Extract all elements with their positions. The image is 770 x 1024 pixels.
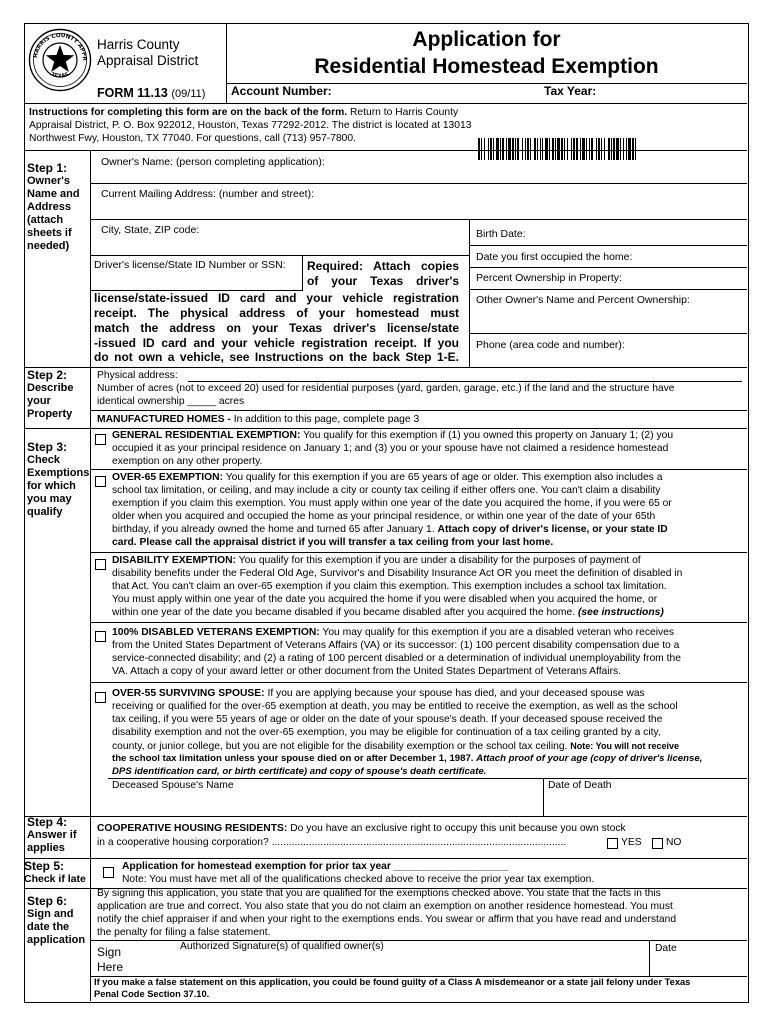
- barcode-bar: [620, 138, 621, 160]
- seal-bottom-text: TEXAS: [50, 71, 70, 80]
- over55-l1: If you are applying because your spouse has died, and your deceased spouse was: [267, 688, 645, 699]
- step6-para-1: By signing this application, you state that you are qualified for the exemptions checked above. You state that the facts in this: [97, 888, 661, 899]
- barcode-bar: [589, 138, 590, 160]
- other-owner-field[interactable]: Other Owner's Name and Percent Ownership:: [476, 294, 690, 306]
- barcode-bar: [527, 138, 529, 160]
- over55-l6b: Attach proof of your age (copy of driver's license,: [476, 753, 703, 764]
- step2-box: [27, 369, 89, 421]
- disability-l5b: (see instructions): [577, 607, 664, 618]
- barcode-bar: [576, 138, 578, 160]
- barcode-bar: [549, 138, 550, 160]
- disability-line4: You must apply within one year of the date you acquired the home if you were disabled when you acquired the home, or: [112, 594, 658, 605]
- required-note-3: license/state-issued ID card and your vehicle registration: [94, 291, 459, 305]
- over55-l5b: Note: You will not receive: [570, 741, 679, 751]
- veteran-line3: service-connected disability; and (2) a rating of 100 percent disabled or a determination of individual unemployability from the: [112, 653, 681, 664]
- over65-exemption-checkbox[interactable]: [95, 476, 106, 487]
- title-line1: Application for: [412, 28, 561, 51]
- veteran-title: 100% DISABLED VETERANS EXEMPTION:: [112, 627, 320, 638]
- barcode-bar: [552, 138, 554, 160]
- step5-box: [24, 860, 90, 886]
- step6-para-3: notify the chief appraiser if and when your right to the exemptions ends. You swear or affirm that you have read and understand: [97, 914, 677, 925]
- required-note-4: receipt. The physical address of your homestead must: [94, 306, 459, 320]
- coop-no-label: NO: [666, 837, 682, 848]
- disability-exemption-checkbox[interactable]: [95, 559, 106, 570]
- general-l1: You qualify for this exemption if (1) you owned this property on January 1; (2) you: [303, 430, 674, 441]
- drivers-license-field[interactable]: Driver's license/State ID Number or SSN:: [94, 259, 286, 271]
- disability-line5: [112, 607, 664, 620]
- physical-address-field[interactable]: Physical address:: [97, 370, 178, 381]
- step1-label: Owner's Name and Address (attach sheets if needed): [27, 175, 80, 252]
- footer-line2: Penal Code Section 37.10.: [94, 989, 210, 999]
- barcode-bar: [522, 138, 523, 160]
- coop-yes-label: YES: [621, 837, 642, 848]
- step4-box: [27, 816, 89, 855]
- barcode-bar: [508, 138, 511, 160]
- over65-line5: [112, 524, 668, 537]
- mh-rest: In addition to this page, complete page 3: [233, 414, 420, 425]
- acres-line1: Number of acres (not to exceed 20) used for residential purposes (yard, garden, garage, etc.) if the land and the structure have: [97, 383, 675, 394]
- general-exemption-checkbox[interactable]: [95, 434, 106, 445]
- disability-line1: [112, 555, 641, 568]
- barcode-bar: [623, 138, 624, 160]
- barcode-bar: [567, 138, 568, 160]
- disability-line3: that Act. You can't claim an over-65 exemption if you claim this exemption. This exemption includes a school tax limitation.: [112, 581, 667, 592]
- barcode-bar: [564, 138, 565, 160]
- barcode-bar: [632, 138, 634, 160]
- step4-heading: Step 4:: [27, 815, 68, 829]
- instructions-rest: Return to Harris County Appraisal District, P. O. Box 922012, Houston, Texas 77292-2012. The district is located at 13013 Northwest Fwy, Houston, TX 77040. For questions, call (713) 957-7800.: [29, 107, 472, 144]
- over55-line2: receiving or qualified for the over-65 exemption at death, you may be entitled to receive the exemption, as well as the school: [112, 701, 678, 712]
- general-line3: exemption on any other property.: [112, 456, 263, 467]
- barcode-bar: [596, 138, 597, 160]
- barcode-bar: [537, 138, 538, 160]
- seal-icon: [28, 28, 92, 92]
- date-occupied-field[interactable]: Date you first occupied the home:: [476, 251, 633, 263]
- date-of-death-field[interactable]: Date of Death: [548, 780, 612, 791]
- barcode-bar: [573, 138, 575, 160]
- veteran-line1: [112, 627, 674, 640]
- over55-line1: [112, 688, 645, 701]
- step2-label: Describe your Property: [27, 382, 74, 420]
- barcode-bar: [586, 138, 587, 160]
- late-application-checkbox[interactable]: [103, 867, 114, 878]
- barcode-bar: [561, 138, 563, 160]
- barcode-bar: [540, 138, 541, 160]
- step6-label: Sign and date the application: [27, 908, 86, 946]
- barcode-bar: [517, 138, 519, 160]
- veteran-l1: You may qualify for this exemption if you are a disabled veteran who receives: [322, 627, 675, 638]
- general-line2: occupied it as your principal residence on January 1; and (3) you or your spouse have not claimed a residence homestead: [112, 443, 669, 454]
- barcode-bar: [557, 138, 560, 160]
- barcode-bar: [628, 138, 631, 160]
- barcode-bar: [530, 138, 531, 160]
- barcode-bar: [506, 138, 507, 160]
- over65-line4: older when you acquired and occupied the home as your principal residence, or within one year of the date of your 65th: [112, 511, 656, 522]
- required-note-2: of your Texas driver's: [307, 274, 459, 288]
- barcode-bar: [512, 138, 514, 160]
- form-date: (09/11): [171, 88, 206, 100]
- title-line2: Residential Homestead Exemption: [314, 55, 659, 78]
- over65-line6: card. Please call the appraisal district if you will transfer a tax ceiling from your last home.: [112, 537, 554, 548]
- barcode-bar: [591, 138, 593, 160]
- barcode-bar: [478, 138, 480, 160]
- coop-yes-checkbox[interactable]: [607, 838, 618, 849]
- coop-title: COOPERATIVE HOUSING RESIDENTS:: [97, 823, 288, 834]
- barcode-bar: [555, 138, 556, 160]
- over65-line1: [112, 472, 662, 485]
- disability-l1: You qualify for this exemption if you are under a disability for the purposes of payment of: [238, 555, 641, 566]
- barcode-bar: [635, 138, 636, 160]
- step1-heading: Step 1:: [27, 161, 68, 175]
- signature-date-field[interactable]: Date: [655, 943, 677, 954]
- over55-l5a: county, or junior college, but you are not eligible for the disability exemption or the school tax ceiling.: [112, 741, 568, 752]
- barcode-bar: [626, 138, 627, 160]
- barcode-bar: [493, 138, 494, 160]
- general-line1: [112, 430, 673, 443]
- over55-title: OVER-55 SURVIVING SPOUSE:: [112, 688, 265, 699]
- tax-year-label: Tax Year:: [544, 84, 597, 98]
- here-label: Here: [97, 960, 124, 974]
- step6-para-4: the penalty for filing a false statement.: [97, 927, 271, 938]
- step6-heading: Step 6:: [27, 894, 68, 908]
- over55-l6a: the school tax limitation unless your spouse died on or after December 1, 1987.: [112, 753, 474, 764]
- acres-line2[interactable]: identical ownership _____ acres: [97, 396, 245, 407]
- footer-line1: If you make a false statement on this application, you could be found guilty of a Class A misdemeanor or a state jail felony under Texas: [94, 977, 691, 987]
- step5-title: Application for homestead exemption for prior tax year ____________________: [122, 861, 509, 872]
- over65-l5b: Attach copy of driver's license, or your state ID: [437, 524, 668, 535]
- barcode-bar: [534, 138, 536, 160]
- step6-para-2: application are true and correct. You also state that you do not claim an exemption on another residence homestead. You must: [97, 901, 673, 912]
- barcode-bar: [484, 138, 485, 160]
- barcode-bar: [496, 138, 499, 160]
- coop-line2: in a cooperative housing corporation? .......................................................................................................: [97, 837, 567, 848]
- barcode-bar: [601, 138, 602, 160]
- instructions-bold: Instructions for completing this form are on the back of the form.: [29, 107, 348, 118]
- required-note-6: -issued ID card and your vehicle registration receipt. If you: [94, 336, 459, 350]
- barcode-bar: [580, 138, 581, 160]
- required-note-1: Required: Attach copies: [307, 259, 459, 273]
- coop-l1: Do you have an exclusive right to occupy this unit because you own stock: [290, 823, 626, 834]
- coop-line1: [97, 823, 626, 836]
- barcode-bar: [488, 138, 489, 160]
- over65-l5a: birthday, if you already owned the home and turned 65 after January 1.: [112, 524, 435, 535]
- barcode-bar: [608, 138, 610, 160]
- general-title: GENERAL RESIDENTIAL EXEMPTION:: [112, 430, 301, 441]
- step5-note: Note: You must have met all of the qualifications checked above to receive the prior year tax exemption.: [122, 874, 595, 885]
- deceased-spouse-name-field[interactable]: Deceased Spouse's Name: [112, 780, 234, 791]
- svg-text:TEXAS: [50, 71, 69, 79]
- over55-line6: [112, 753, 702, 766]
- required-note-5: match the address on your Texas driver's license/state: [94, 321, 459, 335]
- owner-name-field[interactable]: Owner's Name: (person completing application):: [101, 156, 325, 168]
- form-number: [97, 86, 205, 101]
- disability-l5a: within one year of the date you became disabled if you became disabled after you acquired the home.: [112, 607, 576, 618]
- manufactured-homes-note: [97, 414, 419, 427]
- sign-label: Sign: [97, 945, 122, 959]
- step3-box: [27, 441, 93, 519]
- coop-no-checkbox[interactable]: [652, 838, 663, 849]
- disability-line2: disability benefits under the Federal Old Age, Survivor's and Disability Insurance Act OR you meet the definition of disabled in: [112, 568, 683, 579]
- barcode-bar: [613, 138, 615, 160]
- step2-heading: Step 2:: [27, 368, 68, 382]
- mh-bold: MANUFACTURED HOMES -: [97, 414, 231, 425]
- seal-top-text: HARRIS COUNTY APPR: [33, 32, 88, 61]
- org-line2: Appraisal District: [97, 53, 199, 68]
- barcode-bar: [616, 138, 619, 160]
- step4-label: Answer if applies: [27, 829, 77, 854]
- barcode-bar: [598, 138, 600, 160]
- barcode-bar: [604, 138, 605, 160]
- over55-line4: disability exemption and not the over-65 exemption, you may be eligible for continuation of a tax ceiling granted by a city,: [112, 727, 661, 738]
- over65-line3: exemption if you claim this exemption. You must apply within one year of the date you acquired the home, if you were 65 or: [112, 498, 672, 509]
- barcode-bar: [500, 138, 501, 160]
- required-note-7: do not own a vehicle, see Instructions on the back Step 1-E.: [94, 350, 459, 364]
- over55-line5: [112, 740, 679, 754]
- step3-label: Check Exemptions for which you may qualify: [27, 454, 90, 518]
- barcode-bar: [525, 138, 526, 160]
- step6-box: [27, 895, 89, 947]
- percent-ownership-field[interactable]: Percent Ownership in Property:: [476, 272, 622, 284]
- account-number-label: Account Number:: [231, 84, 332, 98]
- barcode-bar: [502, 138, 504, 160]
- over65-l1: You qualify for this exemption if you are 65 years of age or older. This exemption also includes a: [225, 472, 663, 483]
- barcode: [478, 138, 728, 160]
- over65-title: OVER-65 EXEMPTION:: [112, 472, 223, 483]
- mailing-address-field[interactable]: Current Mailing Address: (number and street):: [101, 188, 315, 200]
- veterans-exemption-checkbox[interactable]: [95, 631, 106, 642]
- barcode-bar: [515, 138, 516, 160]
- barcode-bar: [542, 138, 543, 160]
- step3-heading: Step 3:: [27, 440, 68, 454]
- city-state-zip-field[interactable]: City, State, ZIP code:: [101, 224, 200, 236]
- signature-field[interactable]: Authorized Signature(s) of qualified owner(s): [180, 941, 384, 952]
- barcode-bar: [582, 138, 585, 160]
- barcode-bar: [490, 138, 492, 160]
- org-line1: Harris County: [97, 37, 180, 52]
- step5-label: Check if late: [24, 873, 86, 885]
- form-number-text: FORM 11.13: [97, 86, 168, 100]
- over65-line2: school tax limitation, or ceiling, and may include a city or county tax ceiling if either offers one. You can't claim a disability: [112, 485, 661, 496]
- veteran-line4: VA. Attach a copy of your award letter or other document from the United States Department of Veterans Affairs.: [112, 666, 622, 677]
- barcode-bar: [611, 138, 612, 160]
- step5-heading: Step 5:: [24, 859, 65, 873]
- hcad-seal-logo: [28, 28, 92, 92]
- over55-spouse-checkbox[interactable]: [95, 692, 106, 703]
- step1-box: [27, 162, 89, 253]
- veteran-line2: from the United States Department of Veterans Affairs (VA) or its successor: (1) 100 percent disability compensation due to a: [112, 640, 680, 651]
- disability-title: DISABILITY EXEMPTION:: [112, 555, 236, 566]
- instructions-text: [29, 106, 474, 145]
- phone-field[interactable]: Phone (area code and number):: [476, 339, 625, 351]
- over55-line7: DPS identification card, or birth certificate) and copy of spouse's death certificate.: [112, 766, 487, 777]
- barcode-bar: [481, 138, 482, 160]
- over55-line3: tax ceiling, if you were 55 years of age or older on the date of your spouse's death. If your deceased spouse received the: [112, 714, 663, 725]
- barcode-bar: [571, 138, 572, 160]
- barcode-bar: [545, 138, 548, 160]
- birth-date-field[interactable]: Birth Date:: [476, 228, 526, 240]
